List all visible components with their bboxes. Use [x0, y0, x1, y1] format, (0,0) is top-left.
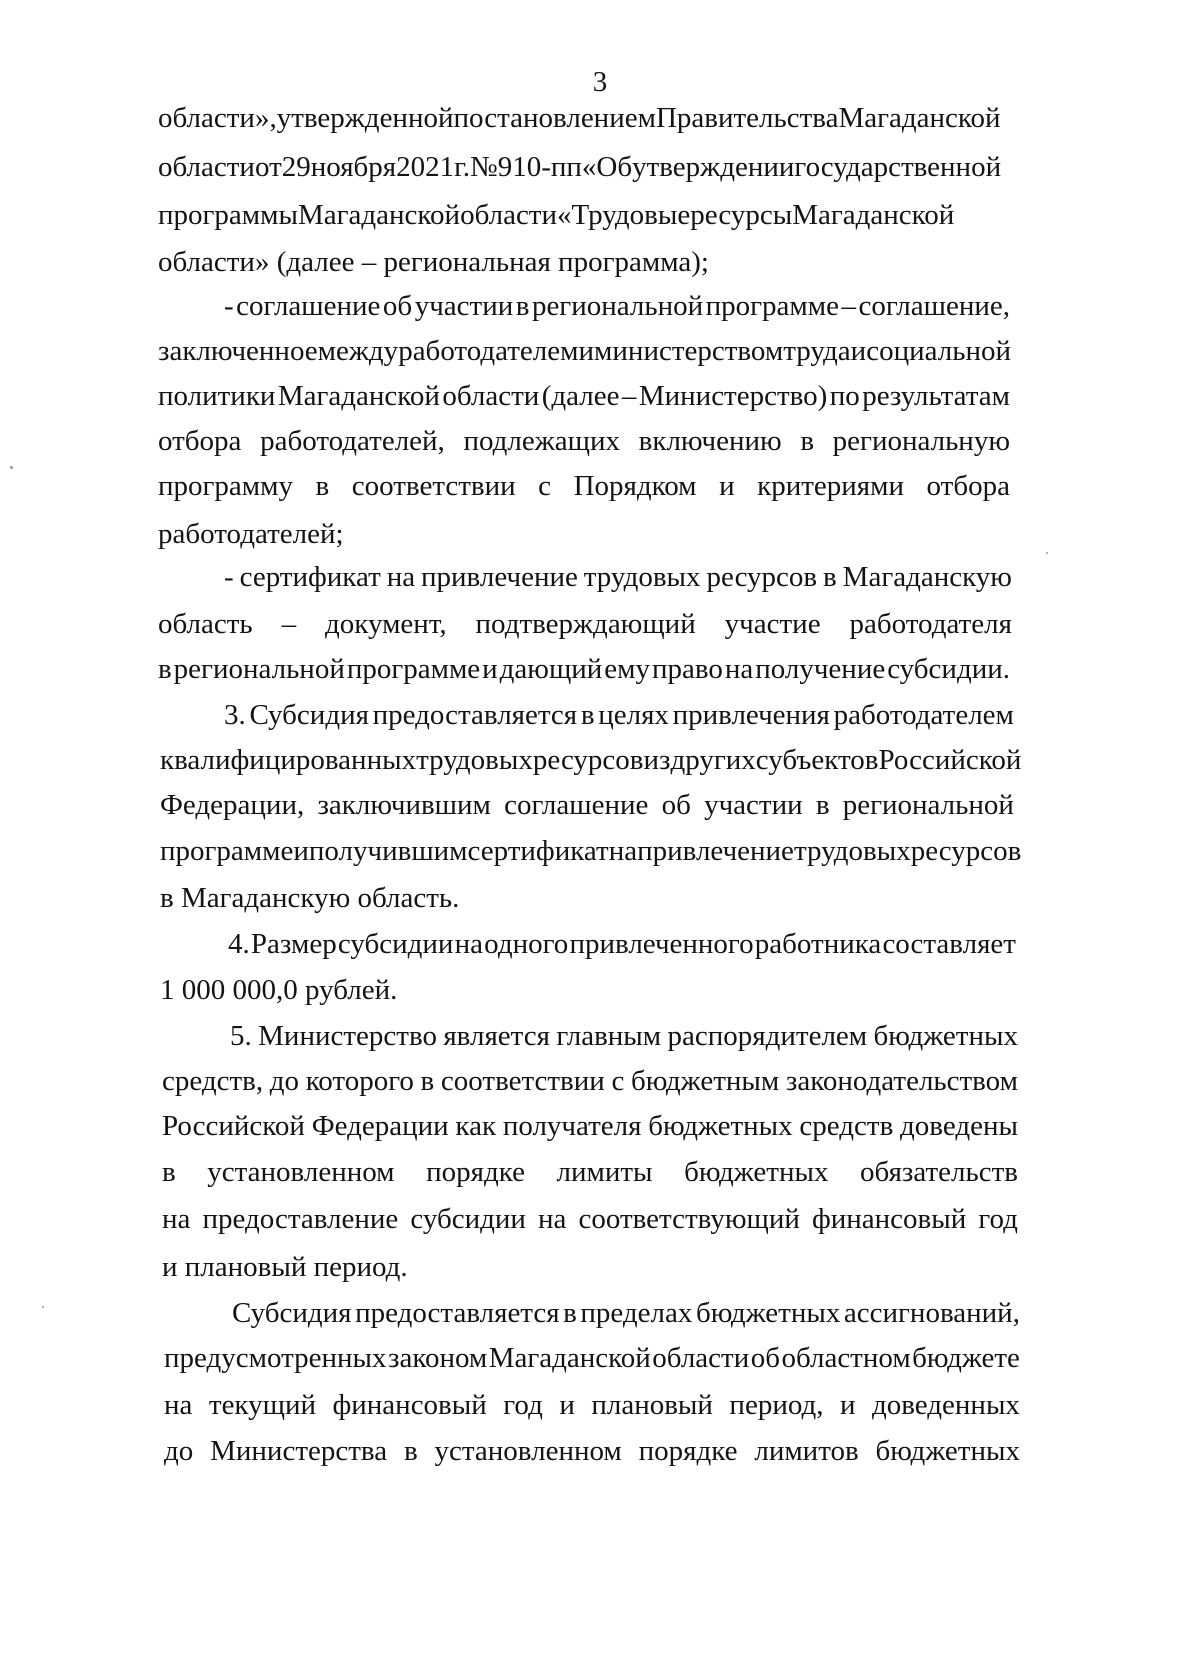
scan-speck	[1046, 552, 1048, 554]
text-line: области от 29 ноября 2021 г. № 910-пп «Об утверждении государственной	[158, 151, 1002, 183]
text-line: политики Магаданской области (далее – Министерство) по результатам	[158, 380, 1010, 412]
text-line: на текущий финансовый год и плановый период, и доведенных	[164, 1389, 1020, 1421]
text-line: - сертификат на привлечение трудовых ресурсов в Магаданскую	[224, 561, 1012, 593]
text-line: программе и получившим сертификат на привлечение трудовых ресурсов	[160, 835, 1022, 867]
text-line: программы Магаданской области «Трудовые ресурсы Магаданской	[158, 199, 955, 231]
text-line: средств, до которого в соответствии с бюджетным законодательством	[162, 1065, 1018, 1097]
text-line: в установленном порядке лимиты бюджетных обязательств	[162, 1156, 1018, 1188]
text-line: область – документ, подтверждающий участие работодателя	[158, 608, 1012, 640]
text-line: Федерации, заключившим соглашение об участии в региональной	[160, 789, 1014, 821]
text-line: Российской Федерации как получателя бюджетных средств доведены	[162, 1110, 1018, 1142]
text-line: программу в соответствии с Порядком и критериями отбора	[158, 470, 1010, 502]
scan-speck	[10, 466, 13, 469]
text-line: до Министерства в установленном порядке лимитов бюджетных	[164, 1435, 1020, 1467]
text-line: отбора работодателей, подлежащих включению в региональную	[158, 425, 1010, 457]
text-line: работодателей;	[158, 518, 344, 550]
text-line: 5. Министерство является главным распорядителем бюджетных	[230, 1020, 1018, 1052]
text-line: - соглашение об участии в региональной программе – соглашение,	[224, 290, 1010, 322]
text-line: в Магаданскую область.	[160, 882, 460, 914]
text-line: области», утвержденной постановлением Правительства Магаданской	[158, 102, 1001, 134]
text-line: на предоставление субсидии на соответствующий финансовый год	[162, 1203, 1018, 1235]
text-line: в региональной программе и дающий ему право на получение субсидии.	[158, 653, 1010, 685]
text-line: Субсидия предоставляется в пределах бюджетных ассигнований,	[232, 1297, 1020, 1329]
text-line: 1 000 000,0 рублей.	[160, 974, 398, 1006]
text-line: заключенное между работодателем и министерством труда и социальной	[158, 335, 1011, 367]
text-line: предусмотренных законом Магаданской области об областном бюджете	[164, 1342, 1020, 1374]
text-line: области» (далее – региональная программа);	[158, 246, 709, 278]
scan-speck	[42, 1306, 44, 1308]
page-number: 3	[592, 66, 608, 98]
text-line: квалифицированных трудовых ресурсов из других субъектов Российской	[160, 744, 1022, 776]
text-line: 3. Субсидия предоставляется в целях привлечения работодателем	[224, 699, 1014, 731]
text-line: 4. Размер субсидии на одного привлеченного работника составляет	[228, 928, 1016, 960]
text-line: и плановый период.	[162, 1251, 408, 1283]
